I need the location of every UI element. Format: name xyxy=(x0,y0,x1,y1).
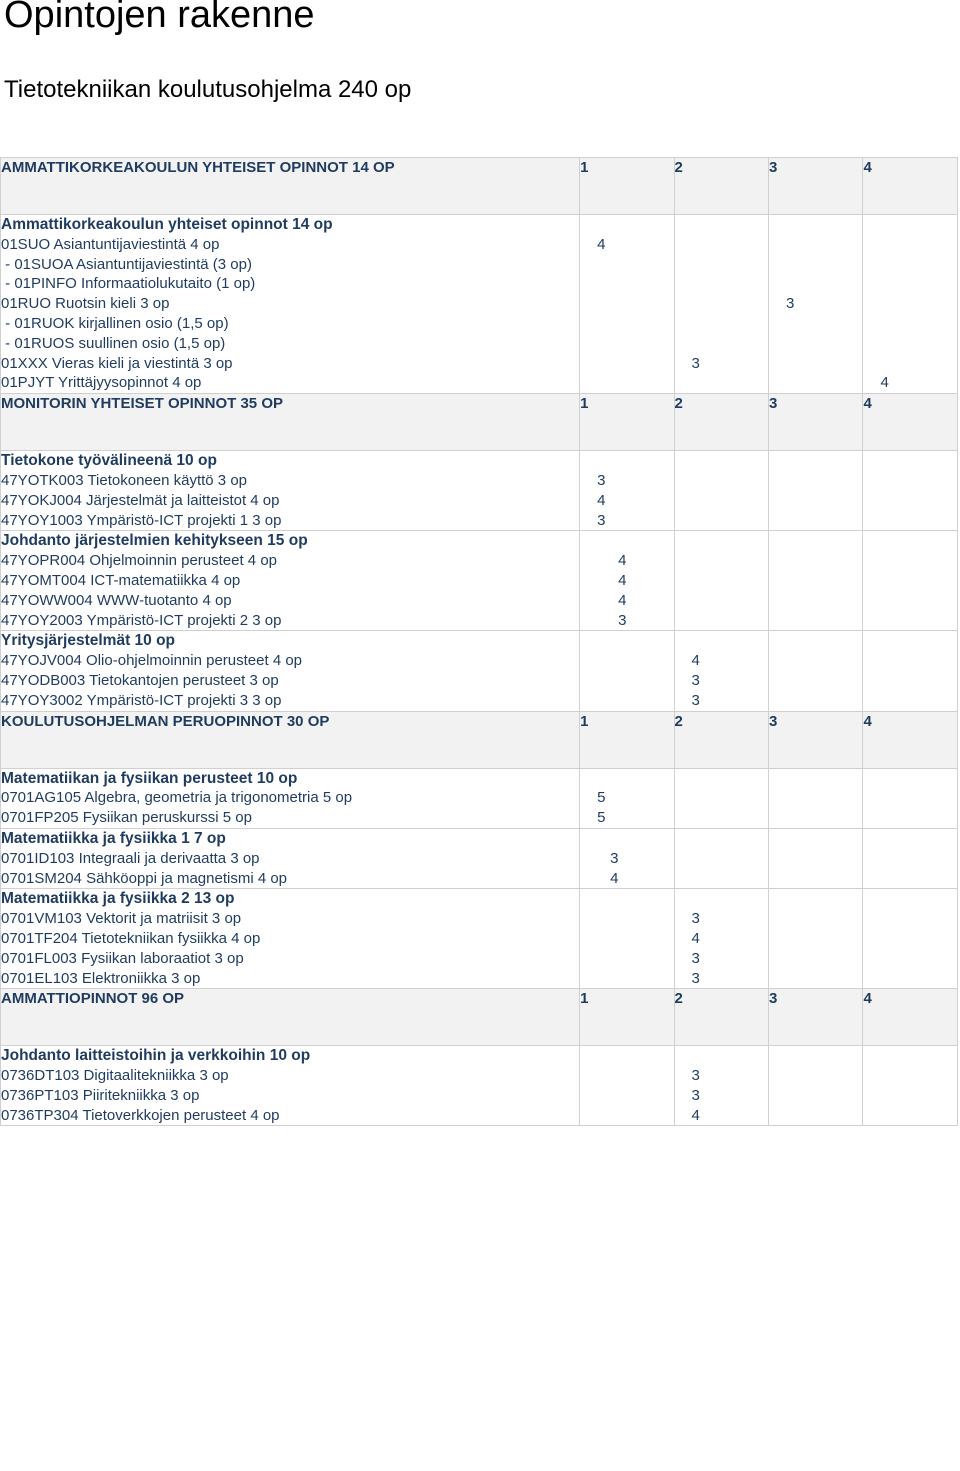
credit-value: 4 xyxy=(880,374,889,392)
credit-value: 5 xyxy=(597,809,606,827)
year-column-label: 3 xyxy=(769,711,863,768)
year-credits-cell xyxy=(580,215,674,394)
page-subtitle: Tietotekniikan koulutusohjelma 240 op xyxy=(4,76,412,103)
year-column-label: 2 xyxy=(674,989,768,1046)
year-credits-cell xyxy=(863,828,958,888)
year-column-label: 2 xyxy=(674,394,768,451)
course-block-cell xyxy=(1,215,580,394)
course-line: 0736TP304 Tietoverkkojen perusteet 4 op xyxy=(1,1106,280,1124)
course-line: 0701FL003 Fysiikan laboraatiot 3 op xyxy=(1,949,244,967)
year-column-label: 4 xyxy=(863,711,958,768)
course-line: - 01RUOK kirjallinen osio (1,5 op) xyxy=(1,314,229,332)
year-credits-cell xyxy=(674,531,768,631)
course-block-title: Tietokone työvälineenä 10 op xyxy=(1,452,217,470)
year-credits-cell xyxy=(580,768,674,828)
year-column-label: 4 xyxy=(863,989,958,1046)
section-header-row xyxy=(1,158,958,215)
credit-value: 5 xyxy=(597,789,606,807)
credit-value: 4 xyxy=(597,491,606,509)
year-credits-cell xyxy=(580,531,674,631)
year-credits-cell xyxy=(769,531,863,631)
course-line: 47YOJV004 Olio-ohjelmoinnin perusteet 4 op xyxy=(1,652,303,670)
year-column-label: 1 xyxy=(580,711,674,768)
course-line: 0701ID103 Integraali ja derivaatta 3 op xyxy=(1,849,260,867)
year-credits-cell xyxy=(580,1046,674,1126)
course-line: 0736PT103 Piiritekniikka 3 op xyxy=(1,1086,200,1104)
course-block-row xyxy=(1,631,958,711)
course-block-row xyxy=(1,531,958,631)
credit-value: 3 xyxy=(610,849,619,867)
course-block-cell xyxy=(1,889,580,989)
section-header-row xyxy=(1,394,958,451)
course-block-cell xyxy=(1,1046,580,1126)
credit-value: 3 xyxy=(597,471,606,489)
year-credits-cell xyxy=(674,889,768,989)
course-line: 01XXX Vieras kieli ja viestintä 3 op xyxy=(1,354,233,372)
year-column-label: 1 xyxy=(580,394,674,451)
year-credits-cell xyxy=(580,889,674,989)
credit-value: 3 xyxy=(691,1086,700,1104)
credit-value: 4 xyxy=(618,552,627,570)
course-block-cell xyxy=(1,531,580,631)
course-block-row xyxy=(1,215,958,394)
course-line: 0701VM103 Vektorit ja matriisit 3 op xyxy=(1,910,242,928)
course-line: 01SUO Asiantuntijaviestintä 4 op xyxy=(1,235,220,253)
course-block-cell xyxy=(1,768,580,828)
course-line: 01RUO Ruotsin kieli 3 op xyxy=(1,295,170,313)
course-line: 0701SM204 Sähköoppi ja magnetismi 4 op xyxy=(1,869,288,887)
course-line: 47YOY2003 Ympäristö-ICT projekti 2 3 op xyxy=(1,611,282,629)
credit-value: 4 xyxy=(691,929,700,947)
year-credits-cell xyxy=(769,828,863,888)
course-line: 0736DT103 Digitaalitekniikka 3 op xyxy=(1,1067,229,1085)
year-credits-cell xyxy=(769,631,863,711)
section-heading: MONITORIN YHTEISET OPINNOT 35 OP xyxy=(1,394,580,451)
section-heading: AMMATTIKORKEAKOULUN YHTEISET OPINNOT 14 OP xyxy=(1,158,580,215)
credit-value: 4 xyxy=(610,869,619,887)
year-credits-cell xyxy=(674,768,768,828)
year-credits-cell xyxy=(863,451,958,531)
year-credits-cell xyxy=(674,828,768,888)
course-line: - 01SUOA Asiantuntijaviestintä (3 op) xyxy=(1,255,252,273)
course-block-title: Johdanto laitteistoihin ja verkkoihin 10 op xyxy=(1,1047,311,1065)
year-credits-cell xyxy=(769,215,863,394)
course-line: 47YOY1003 Ympäristö-ICT projekti 1 3 op xyxy=(1,511,282,529)
course-line: 0701FP205 Fysiikan peruskurssi 5 op xyxy=(1,809,252,827)
credit-value: 3 xyxy=(691,969,700,987)
page-title: Opintojen rakenne xyxy=(4,0,315,36)
year-credits-cell xyxy=(863,215,958,394)
credit-value: 3 xyxy=(691,691,700,709)
course-line: 47YOPR004 Ohjelmoinnin perusteet 4 op xyxy=(1,552,278,570)
course-line: 01PJYT Yrittäjyysopinnot 4 op xyxy=(1,374,202,392)
course-block-row xyxy=(1,768,958,828)
year-column-label: 4 xyxy=(863,158,958,215)
course-line: 47YOKJ004 Järjestelmät ja laitteistot 4 op xyxy=(1,491,280,509)
credit-value: 3 xyxy=(691,949,700,967)
credit-value: 4 xyxy=(691,1106,700,1124)
credit-value: 4 xyxy=(618,571,627,589)
course-block-row xyxy=(1,889,958,989)
credit-value: 3 xyxy=(618,611,627,629)
credit-value: 3 xyxy=(691,671,700,689)
credit-value: 3 xyxy=(691,354,700,372)
course-line: 47YODB003 Tietokantojen perusteet 3 op xyxy=(1,671,279,689)
year-credits-cell xyxy=(580,631,674,711)
year-credits-cell xyxy=(769,1046,863,1126)
year-column-label: 4 xyxy=(863,394,958,451)
year-credits-cell xyxy=(674,451,768,531)
credit-value: 4 xyxy=(597,235,606,253)
course-block-title: Johdanto järjestelmien kehitykseen 15 op xyxy=(1,532,308,550)
year-column-label: 3 xyxy=(769,394,863,451)
credit-value: 4 xyxy=(691,652,700,670)
year-credits-cell xyxy=(674,1046,768,1126)
course-block-title: Ammattikorkeakoulun yhteiset opinnot 14 op xyxy=(1,216,333,233)
credit-value: 4 xyxy=(618,591,627,609)
course-block-row xyxy=(1,828,958,888)
course-line: 47YOY3002 Ympäristö-ICT projekti 3 3 op xyxy=(1,691,282,709)
course-block-cell xyxy=(1,828,580,888)
course-line: 0701EL103 Elektroniikka 3 op xyxy=(1,969,201,987)
year-column-label: 3 xyxy=(769,989,863,1046)
year-credits-cell xyxy=(674,215,768,394)
year-credits-cell xyxy=(863,1046,958,1126)
course-block-row xyxy=(1,451,958,531)
course-block-title: Matematiikka ja fysiikka 2 13 op xyxy=(1,890,235,908)
section-header-row xyxy=(1,989,958,1046)
course-block-title: Matematiikan ja fysiikan perusteet 10 op xyxy=(1,769,298,787)
study-structure-table xyxy=(0,157,958,1126)
year-credits-cell xyxy=(674,631,768,711)
course-line: 47YOMT004 ICT-matematiikka 4 op xyxy=(1,571,241,589)
course-line: 0701AG105 Algebra, geometria ja trigonometria 5 op xyxy=(1,789,353,807)
course-line: - 01PINFO Informaatiolukutaito (1 op) xyxy=(1,275,256,293)
section-heading: AMMATTIOPINNOT 96 OP xyxy=(1,989,580,1046)
study-structure-table-body xyxy=(1,158,958,1126)
year-credits-cell xyxy=(580,451,674,531)
year-column-label: 1 xyxy=(580,158,674,215)
year-credits-cell xyxy=(863,631,958,711)
course-block-row xyxy=(1,1046,958,1126)
course-block-cell xyxy=(1,631,580,711)
course-line: - 01RUOS suullinen osio (1,5 op) xyxy=(1,334,226,352)
year-column-label: 1 xyxy=(580,989,674,1046)
course-line: 47YOTK003 Tietokoneen käyttö 3 op xyxy=(1,471,247,489)
year-column-label: 2 xyxy=(674,711,768,768)
year-column-label: 2 xyxy=(674,158,768,215)
credit-value: 3 xyxy=(786,295,795,313)
course-block-title: Matematiikka ja fysiikka 1 7 op xyxy=(1,829,226,847)
credit-value: 3 xyxy=(691,1067,700,1085)
year-credits-cell xyxy=(580,828,674,888)
year-credits-cell xyxy=(863,889,958,989)
course-block-cell xyxy=(1,451,580,531)
year-credits-cell xyxy=(769,889,863,989)
year-credits-cell xyxy=(769,451,863,531)
section-header-row xyxy=(1,711,958,768)
year-credits-cell xyxy=(769,768,863,828)
course-line: 47YOWW004 WWW-tuotanto 4 op xyxy=(1,591,232,609)
credit-value: 3 xyxy=(597,511,606,529)
year-credits-cell xyxy=(863,768,958,828)
year-credits-cell xyxy=(863,531,958,631)
section-heading: KOULUTUSOHJELMAN PERUOPINNOT 30 OP xyxy=(1,711,580,768)
course-block-title: Yritysjärjestelmät 10 op xyxy=(1,632,176,650)
year-column-label: 3 xyxy=(769,158,863,215)
credit-value: 3 xyxy=(691,910,700,928)
course-line: 0701TF204 Tietotekniikan fysiikka 4 op xyxy=(1,929,261,947)
